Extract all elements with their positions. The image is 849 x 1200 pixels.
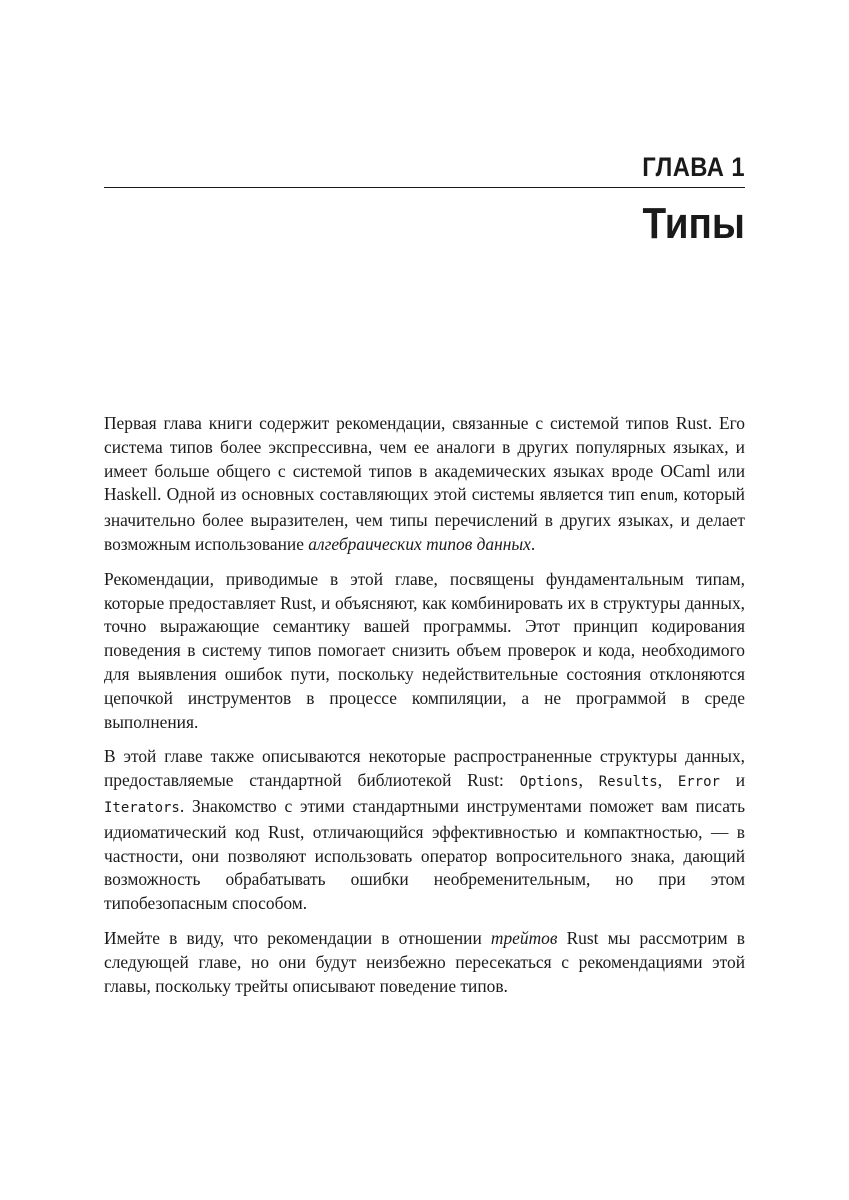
code-iterators: Iterators: [104, 799, 180, 816]
paragraph-4: [104, 927, 745, 998]
chapter-label: ГЛАВА 1: [642, 152, 745, 182]
code-enum: enum: [640, 488, 674, 505]
paragraph-text: Первая глава книги содержит рекомендации, связанные с системой типов Rust. Его система типов более экспрессивна, чем ее аналоги в других популярных языках, и имеет больше общего с системой типов в академических языках вроде OCaml или Haskell. Одной из основных составляющих этой системы является тип: [104, 413, 745, 505]
paragraph-text: и: [719, 770, 746, 791]
paragraph-text: Рекомендации, приводимые в этой главе, посвящены фундаментальным типам, которые предоставляет Rust, и объясняют, как комбинировать их в структуры данных, точно выражающие семантику вашей программы. Этот принцип кодирования поведения в систему типов помогает снизить объем проверок и кода, необходимого для выявления ошибок пути, поскольку недействительные состояния отклоняются цепочкой инструментов в процессе компиляции, а не программой в среде выполнения.: [104, 568, 745, 732]
paragraph-text: ,: [578, 770, 599, 791]
emphasis-traits: трейтов: [490, 927, 558, 948]
code-options: Options: [519, 774, 579, 791]
chapter-divider: [104, 187, 745, 188]
chapter-title: Типы: [642, 199, 745, 248]
code-error: Error: [677, 774, 720, 791]
paragraph-text: . Знакомство с этими стандартными инструментами поможет вам писать идиоматический код Rust, отличающийся эффективностью и компактностью, — в частности, они позволяют использовать оператор вопросительного знака, дающий возможность обрабатывать ошибки необременительным, но при этом типобезопасным способом.: [104, 795, 745, 914]
paragraph-text: .: [530, 533, 536, 554]
paragraph-text: Rust мы рассмотрим в следующей главе, но они будут неизбежно пересекаться с рекомендациями этой главы, поскольку трейты описывают поведение типов.: [104, 927, 746, 996]
chapter-body: [104, 412, 745, 1009]
paragraph-1: [104, 412, 745, 557]
paragraph-3: [104, 745, 745, 916]
code-results: Results: [598, 774, 658, 791]
paragraph-text: ,: [657, 770, 678, 791]
emphasis-algebraic-types: алгебраических типов данных: [308, 533, 531, 554]
paragraph-2: [104, 568, 745, 735]
paragraph-text: , который значительно более выразителен, чем типы перечислений в других языках, и делает возможным использование: [104, 484, 745, 554]
paragraph-text: В этой главе также описываются некоторые распространенные структуры данных, предоставляемые стандартной библиотекой Rust:: [104, 746, 745, 791]
paragraph-text: Имейте в виду, что рекомендации в отношении: [104, 927, 491, 948]
